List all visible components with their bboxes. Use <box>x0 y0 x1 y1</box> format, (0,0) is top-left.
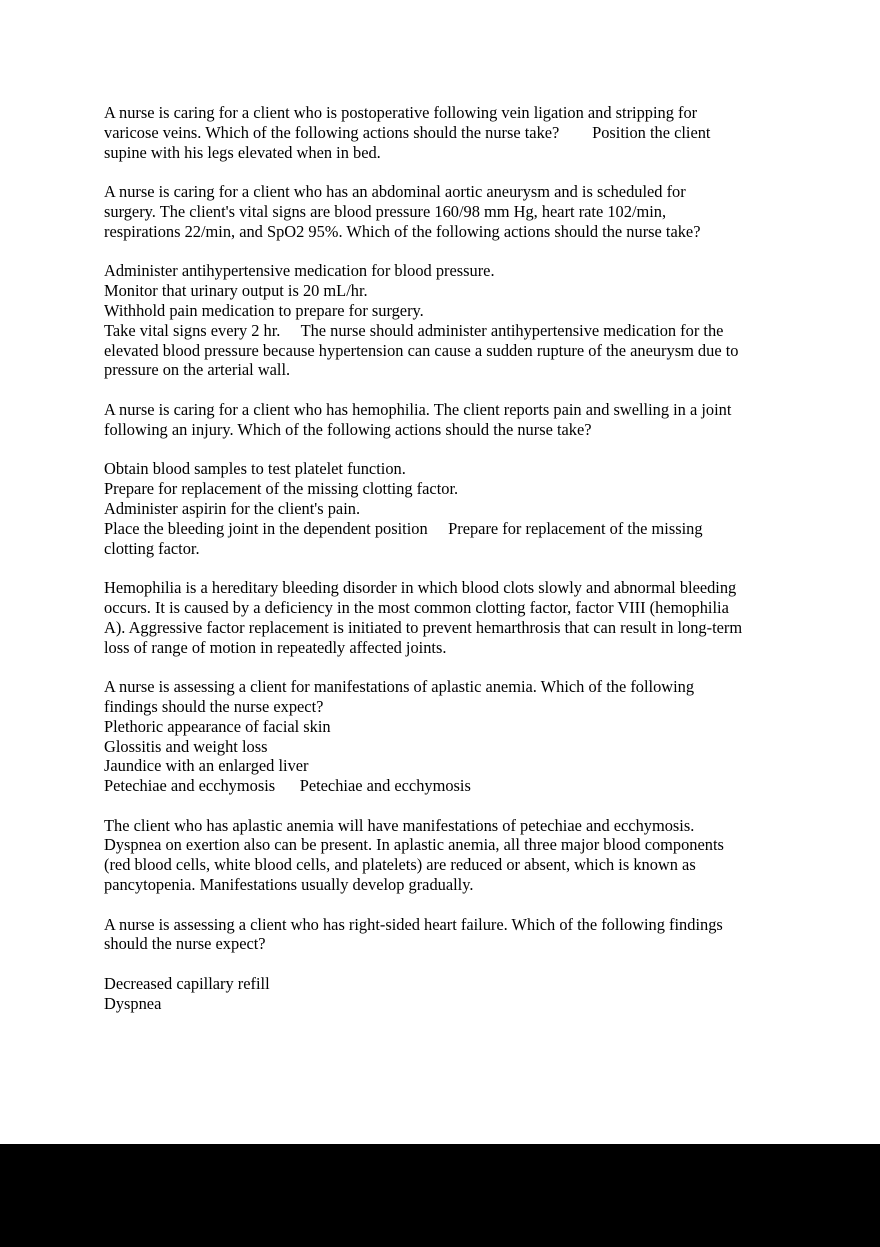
paragraph-spacer <box>104 242 784 262</box>
option-line: Glossitis and weight loss <box>104 736 268 756</box>
rationale-line: Dyspnea on exertion also can be present. In aplastic anemia, all three major blood components <box>104 835 724 855</box>
rationale-line: (red blood cells, white blood cells, and platelets) are reduced or absent, which is known as <box>104 855 696 875</box>
document-content <box>104 103 784 1014</box>
option-answer-line: Petechiae and ecchymosis Petechiae and ecchymosis <box>104 776 471 796</box>
paragraph-spacer <box>104 954 784 974</box>
paragraph-spacer <box>104 440 784 460</box>
option-line: Monitor that urinary output is 20 mL/hr. <box>104 281 368 301</box>
options-right-heart-failure <box>104 974 784 1014</box>
rationale-line: Hemophilia is a hereditary bleeding disorder in which blood clots slowly and abnormal bleeding <box>104 578 737 598</box>
paragraph-spacer <box>104 162 784 182</box>
rationale-line: pressure on the arterial wall. <box>104 360 291 380</box>
paragraph-spacer <box>104 657 784 677</box>
option-line: Jaundice with an enlarged liver <box>104 756 309 776</box>
option-line: Dyspnea <box>104 993 162 1013</box>
text-line: A nurse is assessing a client who has right-sided heart failure. Which of the following findings <box>104 914 723 934</box>
option-line: Administer antihypertensive medication for blood pressure. <box>104 261 495 281</box>
paragraph-spacer <box>104 796 784 816</box>
question-aortic-aneurysm <box>104 182 784 241</box>
options-aortic-aneurysm <box>104 261 784 380</box>
rationale-hemophilia <box>104 578 784 657</box>
option-line: Decreased capillary refill <box>104 974 270 994</box>
option-line: Withhold pain medication to prepare for surgery. <box>104 300 424 320</box>
rationale-line: pancytopenia. Manifestations usually develop gradually. <box>104 875 474 895</box>
rationale-line: occurs. It is caused by a deficiency in the most common clotting factor, factor VIII (hemophilia <box>104 597 729 617</box>
rationale-line: loss of range of motion in repeatedly affected joints. <box>104 637 447 657</box>
text-line: supine with his legs elevated when in bed. <box>104 142 381 162</box>
paragraph-spacer <box>104 558 784 578</box>
rationale-aplastic-anemia <box>104 816 784 895</box>
text-line: A nurse is caring for a client who is postoperative following vein ligation and stripping for <box>104 103 698 122</box>
option-line: Plethoric appearance of facial skin <box>104 716 331 736</box>
answer-line: clotting factor. <box>104 538 200 558</box>
paragraph-spacer <box>104 895 784 915</box>
text-line: surgery. The client's vital signs are blood pressure 160/98 mm Hg, heart rate 102/min, <box>104 201 667 221</box>
question-right-heart-failure <box>104 915 784 955</box>
options-hemophilia <box>104 459 784 558</box>
question-aplastic-anemia <box>104 677 784 796</box>
question-hemophilia <box>104 400 784 440</box>
option-line: Obtain blood samples to test platelet function. <box>104 459 406 479</box>
text-line: A nurse is assessing a client for manifestations of aplastic anemia. Which of the following <box>104 677 695 697</box>
rationale-line: A). Aggressive factor replacement is initiated to prevent hemarthrosis that can result in long-term <box>104 617 743 637</box>
option-line: Administer aspirin for the client's pain. <box>104 498 361 518</box>
text-line: following an injury. Which of the following actions should the nurse take? <box>104 419 592 439</box>
option-line: Prepare for replacement of the missing clotting factor. <box>104 479 459 499</box>
rationale-line: elevated blood pressure because hypertension can cause a sudden rupture of the aneurysm due to <box>104 340 739 360</box>
text-line: findings should the nurse expect? <box>104 696 324 716</box>
paragraph-spacer <box>104 380 784 400</box>
option-answer-line: Place the bleeding joint in the dependent position Prepare for replacement of the missing <box>104 518 703 538</box>
question-vein-ligation <box>104 103 784 162</box>
text-line: respirations 22/min, and SpO2 95%. Which of the following actions should the nurse take? <box>104 221 701 241</box>
option-answer-line: Take vital signs every 2 hr. The nurse should administer antihypertensive medication for the <box>104 320 724 340</box>
bottom-black-bar <box>0 1144 880 1247</box>
text-line: varicose veins. Which of the following actions should the nurse take? Position the client <box>104 122 711 142</box>
text-line: should the nurse expect? <box>104 934 266 954</box>
text-line: A nurse is caring for a client who has an abdominal aortic aneurysm and is scheduled for <box>104 182 686 202</box>
text-line: A nurse is caring for a client who has hemophilia. The client reports pain and swelling in a joint <box>104 399 732 419</box>
rationale-line: The client who has aplastic anemia will have manifestations of petechiae and ecchymosis. <box>104 815 695 835</box>
